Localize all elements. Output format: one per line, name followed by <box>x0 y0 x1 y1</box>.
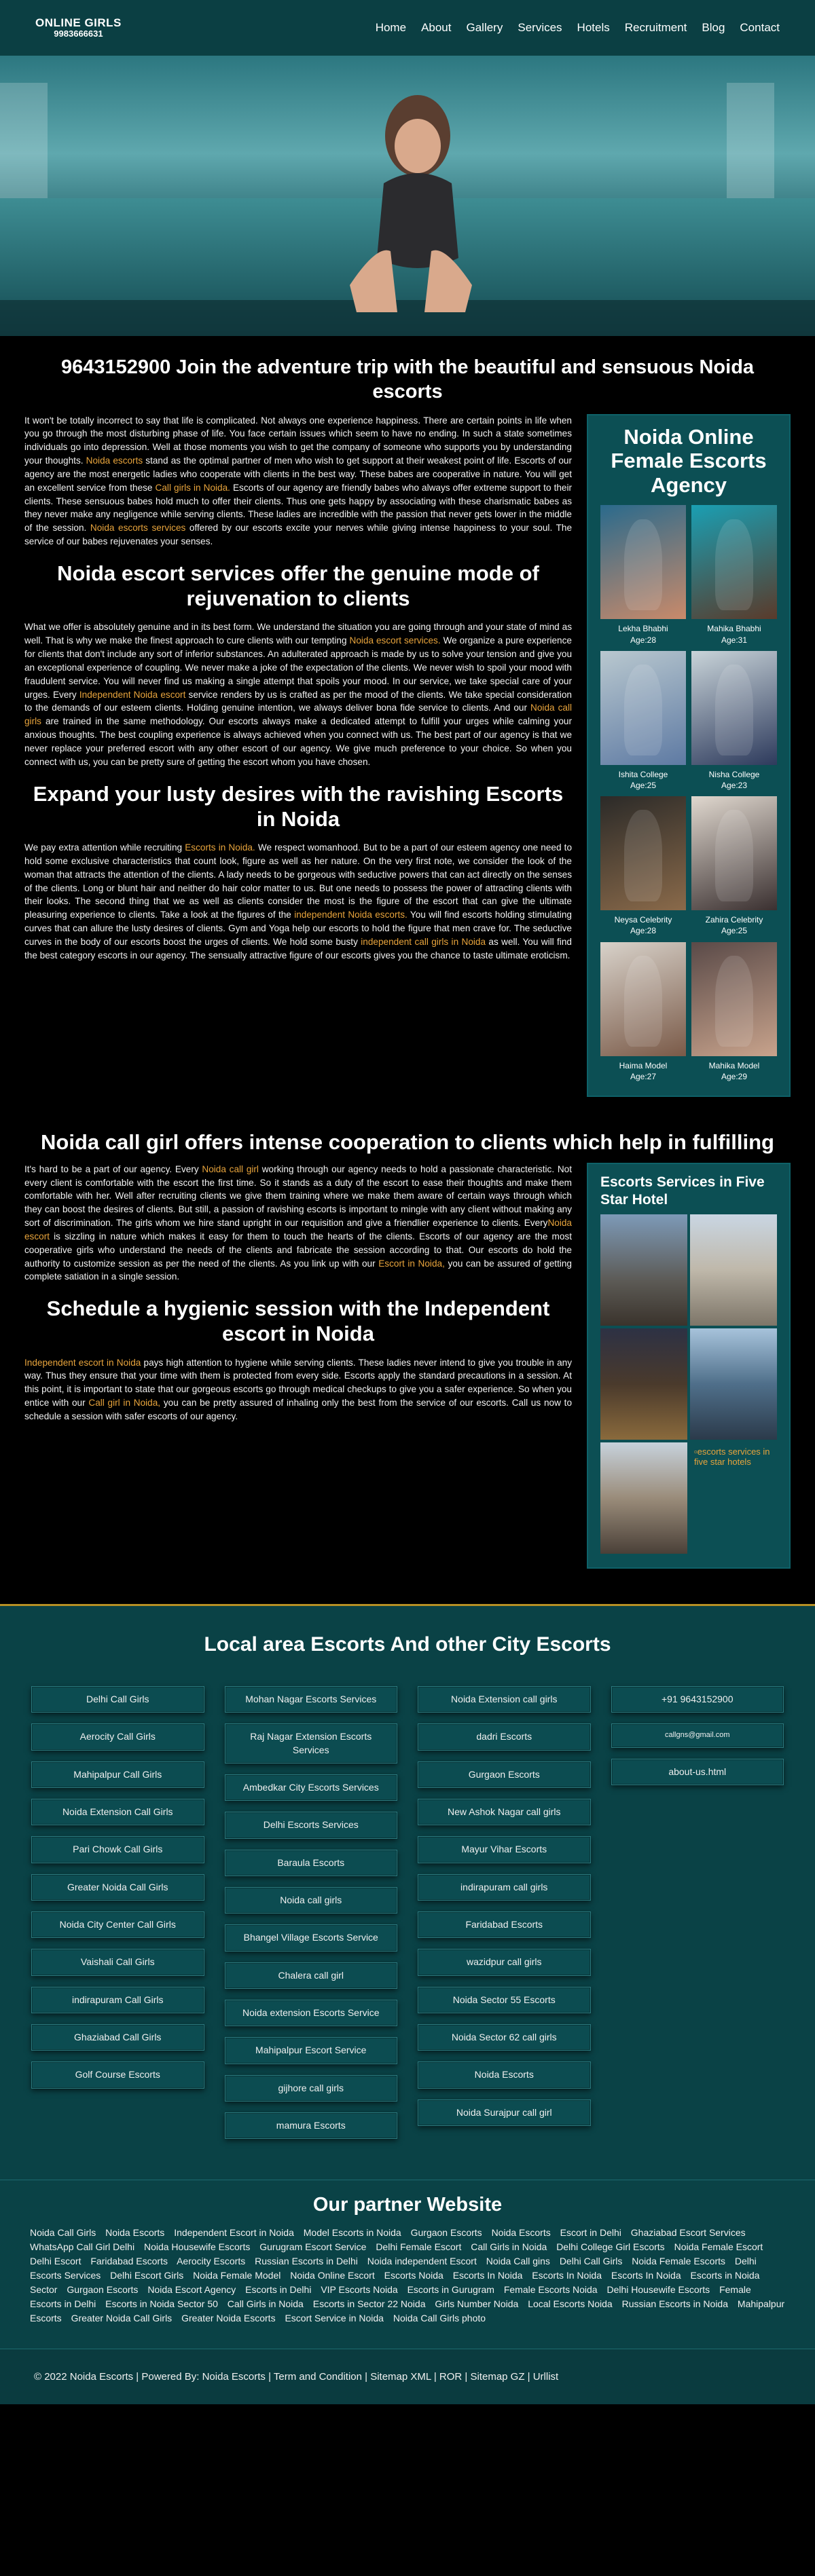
hotel-broken-image[interactable] <box>690 1442 777 1554</box>
hotels-title: Escorts Services in Five Star Hotel <box>600 1174 765 1208</box>
partner-link[interactable]: WhatsApp Call Girl Delhi <box>30 2241 135 2253</box>
text: offered by our escorts excite your nerves while giving intense happiness to your soul. The service of our babes rejuvenates your senses. <box>24 523 573 547</box>
section2-title: Noida escort services offer the genuine mode of rejuvenation to clients <box>57 561 539 611</box>
local-link-button[interactable]: Baraula Escorts <box>225 1850 398 1876</box>
partner-link[interactable]: Noida Female Escort <box>674 2241 763 2253</box>
local-link-button[interactable]: Gurgaon Escorts <box>418 1761 591 1788</box>
local-link-button[interactable]: Noida Sector 62 call girls <box>418 2024 591 2051</box>
link-noida-call-girl[interactable]: Noida call girl <box>202 1163 259 1174</box>
gallery-photo <box>600 942 686 1056</box>
text: pays high attention to hygiene while serving clients. These ladies never intend to give you trouble in any way. Thus they ensure that your time with them is protected from every side. Escorts apply the standard precautions in a session. At this point, it is important to state that our gorgeous escorts go through medical checkups to give you a safer experience. So when you entice with our <box>24 1357 572 1408</box>
gallery-title: Noida Online Female Escorts Agency <box>611 424 767 497</box>
local-link-button[interactable]: Ambedkar City Escorts Services <box>225 1774 398 1801</box>
hotel-photo[interactable] <box>600 1442 687 1554</box>
local-link-button[interactable]: Delhi Call Girls <box>31 1686 204 1713</box>
local-link-button[interactable]: Greater Noida Call Girls <box>31 1874 204 1901</box>
local-link-button[interactable]: wazidpur call girls <box>418 1949 591 1975</box>
partner-link[interactable]: Delhi Escort <box>30 2256 82 2267</box>
gallery-card[interactable] <box>691 651 777 791</box>
text: is sizzling in nature which makes it easy for them to touch the hearts of the clients. Escorts of our agency are the most cooperative girls who understand the needs of the clients and fabricate the session according to that. Our escorts do hold the authority to customize session as per the need of the clients. As you link up with our <box>24 1231 572 1269</box>
gallery-name: Zahira Celebrity <box>705 915 763 925</box>
nav-gallery[interactable]: Gallery <box>466 21 503 34</box>
partner-link[interactable]: VIP Escorts Noida <box>321 2284 398 2296</box>
local-link-button[interactable]: Faridabad Escorts <box>418 1911 591 1938</box>
local-area-section <box>0 1604 815 2180</box>
partner-link[interactable]: Delhi College Girl Escorts <box>556 2241 665 2253</box>
partner-link[interactable]: Russian Escorts in Noida <box>621 2298 729 2310</box>
partner-link[interactable]: Delhi Call Girls <box>559 2256 623 2267</box>
partner-link[interactable]: Escort in Delhi <box>560 2227 621 2239</box>
local-column-3 <box>418 1686 591 2139</box>
partner-link[interactable]: Noida Housewife Escorts <box>143 2241 251 2253</box>
hotel-alt-text: escorts services in five star hotels <box>694 1446 770 1468</box>
partner-link[interactable]: Ghaziabad Escort Services <box>630 2227 746 2239</box>
gallery-name: Mahika Bhabhi <box>707 624 761 634</box>
local-link-button[interactable]: Noida Extension call girls <box>418 1686 591 1713</box>
gallery-card[interactable] <box>600 796 686 936</box>
partner-link[interactable]: Gurgaon Escorts <box>67 2284 139 2296</box>
partner-link[interactable]: Delhi Housewife Escorts <box>606 2284 710 2296</box>
hotels-grid <box>600 1214 777 1554</box>
partner-link[interactable]: Noida Escorts <box>105 2227 165 2239</box>
partner-link[interactable]: Call Girls in Noida <box>471 2241 547 2253</box>
text: working through our agency needs to hold a passionate characteristic. Not every client is comfortable with the escort the first time. So it stands as a duty of the escort to ease their thoughts and make them comfortable with her. Well after recruiting clients we give them training where we make them aware of certain ways through which they can boost the desires of clients. But still, a passion of ravishing escorts is important to mingle with any client without making any sort of discrimination. The girls whom we hire stand upright in our requisition and give a friendlier experience to clients. Every <box>24 1163 572 1229</box>
partner-link[interactable]: Russian Escorts in Delhi <box>255 2256 358 2267</box>
partner-link[interactable]: Escorts in Noida Sector 50 <box>105 2298 218 2310</box>
gallery-photo <box>691 505 777 619</box>
main-nav <box>376 21 780 35</box>
local-link-button[interactable]: Vaishali Call Girls <box>31 1949 204 1975</box>
local-link-button[interactable]: Mahipalpur Call Girls <box>31 1761 204 1788</box>
text: Escorts of our agency are friendly babes who always offer extreme support to their clients. These sensuous babes hold much to offer their clients. Thus one gets happy by associating with these charismatic babes as they never make any negligence while serving clients. These ladies are incredible with the passion that never gets lower in the middle of the session. <box>24 482 573 534</box>
partner-link[interactable]: Escort Service in Noida <box>285 2313 384 2324</box>
sidebar-gallery <box>587 414 791 1097</box>
partner-links <box>30 2226 785 2326</box>
gallery-photo <box>600 505 686 619</box>
gallery-photo <box>691 796 777 910</box>
gallery-photo <box>691 651 777 765</box>
about-link-button[interactable]: about-us.html <box>611 1759 784 1785</box>
sidebar-hotels <box>587 1163 791 1569</box>
local-link-button[interactable]: Noida Sector 55 Escorts <box>418 1987 591 2013</box>
partner-link[interactable]: Noida Call gins <box>486 2256 550 2267</box>
nav-hotels[interactable]: Hotels <box>577 21 610 34</box>
hotel-photo[interactable] <box>690 1328 777 1440</box>
link-independent-noida-escort[interactable]: Independent Noida escort <box>79 689 186 700</box>
link-independent-escort-noida[interactable]: Independent escort in Noida <box>24 1357 141 1368</box>
gallery-grid <box>600 505 777 1082</box>
text: service renders by us is crafted as per the mood of the clients. We take special consideration to the demands of our esteem clients. Holding genuine intention, we always deliver bona fide service to clients. And our <box>24 689 572 713</box>
local-link-button[interactable]: mamura Escorts <box>225 2112 398 2139</box>
gallery-age: Age:25 <box>630 780 657 790</box>
phone-button[interactable]: +91 9643152900 <box>611 1686 784 1713</box>
local-link-button[interactable]: Noida Surajpur call girl <box>418 2099 591 2126</box>
local-link-button[interactable]: Bhangel Village Escorts Service <box>225 1924 398 1951</box>
gallery-name: Mahika Model <box>708 1060 760 1070</box>
text: We respect womanhood. But to be a part of our esteem agency one need to hold some exclusive characteristics that count look, figure as well as her nature. On the very first note, we consider the look of the woman that attracts the attention of the clients. A lady needs to be gorgeous with seductive powers that can act directly on the senses of the clients. Long or blunt hair and neither do hair color matter to us. But one needs to possess the power of attracting clients with their looks. The second thing that we as well as clients consider the most is the figure of the escort that can give the ultimate pleasuring experience to clients. Take a look at the figures of the <box>24 842 573 920</box>
local-link-button[interactable]: Golf Course Escorts <box>31 2061 204 2088</box>
partner-link[interactable]: Female Escorts in Delhi <box>30 2284 751 2310</box>
partner-link[interactable]: Noida Call Girls photo <box>393 2313 486 2324</box>
link-escort-in-noida[interactable]: Escort in Noida, <box>378 1258 445 1269</box>
link-call-girl-noida[interactable]: Call girl in Noida, <box>88 1398 161 1408</box>
section3-title: Expand your lusty desires with the ravishing Escorts in Noida <box>33 781 564 831</box>
text: stand as the optimal partner of men who wish to get support at their weakest point of life. Escorts of our agency are the most energetic ladies who cooperate with clients in the best way. These babes are cooperative in nature. You will get an excellent service from these <box>24 455 573 493</box>
partner-link[interactable]: Greater Noida Escorts <box>181 2313 276 2324</box>
partner-link[interactable]: Escorts Noida <box>384 2270 443 2281</box>
partner-link[interactable]: Escorts in Noida Sector <box>30 2270 760 2296</box>
link-escorts-in-noida[interactable]: Escorts in Noida. <box>185 842 255 853</box>
partner-link[interactable]: Noida Online Escort <box>290 2270 375 2281</box>
partner-link[interactable]: Delhi Escorts Services <box>30 2256 757 2281</box>
local-column-1 <box>31 1686 204 2139</box>
partner-link[interactable]: Faridabad Escorts <box>90 2256 168 2267</box>
text: We organize a pure experience for clients that don't include any sort of inferior substances. An adulterated approach is made by us to solve your tension and give you an exceptional experience of coupling. We never make a joke of the expectation of the clients. We never wish to spoil your mood with fraudulent service. You will never find us making a single attempt that spoils your mood. In our service, we take special care of your urges. Every <box>24 635 572 700</box>
gallery-card[interactable] <box>691 796 777 936</box>
local-link-button[interactable]: Mayur Vihar Escorts <box>418 1836 591 1863</box>
gallery-name: Ishita College <box>618 769 668 779</box>
nav-about[interactable]: About <box>421 21 452 34</box>
hero-banner <box>0 56 815 336</box>
hotel-photo[interactable] <box>600 1214 687 1326</box>
local-grid <box>0 1686 815 2139</box>
partner-link[interactable]: Escorts In Noida <box>611 2270 681 2281</box>
local-title: Local area Escorts And other City Escorts <box>204 1633 611 1656</box>
link-call-girls-noida[interactable]: Call girls in Noida. <box>155 482 230 493</box>
gallery-age: Age:27 <box>630 1071 657 1081</box>
partner-section <box>0 2180 815 2349</box>
gallery-card[interactable] <box>600 505 686 645</box>
local-link-button[interactable]: gijhore call girls <box>225 2075 398 2102</box>
nav-home[interactable]: Home <box>375 21 407 34</box>
partner-link[interactable]: Noida independent Escort <box>367 2256 477 2267</box>
content-row-1 <box>0 414 815 1097</box>
brand-logo[interactable] <box>35 17 122 39</box>
local-link-button[interactable]: dadri Escorts <box>418 1723 591 1750</box>
partner-link[interactable]: Noida Female Model <box>193 2270 281 2281</box>
footer-text: © 2022 Noida Escorts | Powered By: Noida Escorts | Term and Condition | Sitemap XML | ROR | Sitemap GZ | Urllist <box>34 2371 559 2383</box>
partner-link[interactable]: Noida Escort Agency <box>147 2284 236 2296</box>
main-column-1 <box>24 414 572 1097</box>
broken-image-icon: ▫ <box>694 1446 698 1457</box>
content-row-2 <box>0 1163 815 1605</box>
partner-link[interactable]: Girls Number Noida <box>435 2298 519 2310</box>
partner-link[interactable]: Escorts In Noida <box>452 2270 523 2281</box>
section5-paragraph <box>24 1356 572 1423</box>
partner-link[interactable]: Gurugram Escort Service <box>259 2241 367 2253</box>
local-link-button[interactable]: Chalera call girl <box>225 1962 398 1989</box>
partner-link[interactable]: Aerocity Escorts <box>177 2256 246 2267</box>
partner-link[interactable]: Noida Call Girls <box>30 2227 96 2239</box>
hero-model-image <box>309 81 513 326</box>
local-link-button[interactable]: indirapuram Call Girls <box>31 1987 204 2013</box>
gallery-card[interactable] <box>600 651 686 791</box>
partner-link[interactable]: Model Escorts in Noida <box>303 2227 401 2239</box>
gallery-photo <box>600 796 686 910</box>
link-independent-noida-escorts[interactable]: independent Noida escorts. <box>294 910 408 920</box>
local-link-button[interactable]: New Ashok Nagar call girls <box>418 1799 591 1825</box>
partner-link[interactable]: Gurgaon Escorts <box>410 2227 482 2239</box>
hotels-box <box>587 1163 791 1569</box>
text: We pay extra attention while recruiting <box>24 842 185 853</box>
gallery-age: Age:25 <box>721 926 748 936</box>
partner-link[interactable]: Noida Escorts <box>491 2227 551 2239</box>
link-noida-escorts[interactable]: Noida escorts <box>86 455 143 466</box>
site-header <box>0 0 815 56</box>
partner-link[interactable]: Local Escorts Noida <box>528 2298 613 2310</box>
local-link-button[interactable]: Noida extension Escorts Service <box>225 2000 398 2026</box>
intro-paragraph <box>24 414 572 548</box>
intro-title: 9643152900 Join the adventure trip with the beautiful and sensuous Noida escorts <box>60 356 755 403</box>
local-link-button[interactable]: Noida Extension Call Girls <box>31 1799 204 1825</box>
text: It's hard to be a part of our agency. Every <box>24 1163 202 1174</box>
link-noida-escort-services[interactable]: Noida escort services. <box>349 635 441 646</box>
partner-link[interactable]: Mahipalpur Escorts <box>30 2298 785 2324</box>
local-link-button[interactable]: Aerocity Call Girls <box>31 1723 204 1750</box>
site-footer <box>0 2349 815 2404</box>
link-independent-call-girls-noida[interactable]: independent call girls in Noida <box>361 936 486 947</box>
partner-link[interactable]: Call Girls in Noida <box>227 2298 304 2310</box>
gallery-name: Lekha Bhabhi <box>618 624 668 634</box>
partner-link[interactable]: Escorts in Sector 22 Noida <box>312 2298 426 2310</box>
text: What we offer is absolutely genuine and in its best form. We understand the situation you are going through and your state of mind as well. That is why we make the finest approach to cure clients with our tempting <box>24 622 572 646</box>
gallery-name: Neysa Celebrity <box>614 915 672 925</box>
brand-name: ONLINE GIRLS <box>35 16 122 29</box>
gallery-card[interactable] <box>691 505 777 645</box>
gallery-name: Haima Model <box>619 1060 668 1070</box>
local-link-button[interactable]: indirapuram call girls <box>418 1874 591 1901</box>
gallery-card[interactable] <box>691 942 777 1082</box>
local-link-button[interactable]: Pari Chowk Call Girls <box>31 1836 204 1863</box>
partner-link[interactable]: Escorts In Noida <box>532 2270 602 2281</box>
gallery-photo <box>600 651 686 765</box>
local-link-button[interactable]: Noida call girls <box>225 1887 398 1914</box>
partner-link[interactable]: Delhi Female Escort <box>376 2241 462 2253</box>
local-link-button[interactable]: Noida City Center Call Girls <box>31 1911 204 1938</box>
link-noida-escort[interactable]: Noida escort <box>24 1218 572 1242</box>
partner-link[interactable]: Escorts in Delhi <box>245 2284 312 2296</box>
link-noida-call-girls[interactable]: Noida call girls <box>24 703 572 727</box>
partner-link[interactable]: Escorts in Gurugram <box>407 2284 494 2296</box>
text: are trained in the same methodology. Our escorts always make a dedicated attempt to fulfill your urges while calming your anxious thoughts. The best coupling experience is always achieved when you connect with us. The best part of our agency is that we never replace your preferred escort with any other escort of our agency. We give much preference to your choice. So when you connect with us, you can be pretty sure of getting the escort whom you have chosen. <box>24 716 572 767</box>
nav-services[interactable]: Services <box>518 21 562 34</box>
nav-contact[interactable]: Contact <box>740 21 780 34</box>
main-column-2 <box>24 1163 572 1569</box>
gallery-age: Age:31 <box>721 635 748 645</box>
text: you can be assured of getting complete satiation in a single session. <box>24 1258 572 1282</box>
local-link-button[interactable]: Mahipalpur Escort Service <box>225 2037 398 2064</box>
text: It won't be totally incorrect to say that life is complicated. Not always one experience happiness. There are certain points in life when you go through the most disturbing phase of life. You face certain issues which seem to have no ending. In such a state sometimes individuals go into depression. Well at those moments you wish to get the company of someone who supports you by understanding your thoughts. <box>24 415 572 466</box>
hotel-photo[interactable] <box>690 1214 777 1326</box>
local-column-2 <box>225 1686 398 2139</box>
partner-link[interactable]: Delhi Escort Girls <box>110 2270 184 2281</box>
gallery-name: Nisha College <box>708 769 760 779</box>
partner-link[interactable]: Independent Escort in Noida <box>174 2227 294 2239</box>
partner-link[interactable]: Greater Noida Call Girls <box>71 2313 173 2324</box>
nav-blog[interactable]: Blog <box>702 21 725 34</box>
gallery-card[interactable] <box>600 942 686 1082</box>
partner-link[interactable]: Noida Female Escorts <box>632 2256 725 2267</box>
partner-link[interactable]: Female Escorts Noida <box>503 2284 598 2296</box>
brand-phone: 9983666631 <box>54 29 103 39</box>
gallery-age: Age:28 <box>630 926 657 936</box>
gallery-box <box>587 414 791 1097</box>
local-link-button[interactable]: Mohan Nagar Escorts Services <box>225 1686 398 1713</box>
section4-paragraph <box>24 1163 572 1284</box>
section3-paragraph <box>24 841 572 963</box>
text: you can be pretty assured of inhaling only the best from the service of our escorts. Call us now to schedule a session with safer escorts of our agency. <box>24 1398 573 1422</box>
hotel-photo[interactable] <box>600 1328 687 1440</box>
partner-title: Our partner Website <box>312 2194 503 2216</box>
email-button[interactable]: callgns@gmail.com <box>611 1723 784 1747</box>
section2-paragraph <box>24 620 572 768</box>
gallery-photo <box>691 942 777 1056</box>
local-link-button[interactable]: Noida Escorts <box>418 2061 591 2088</box>
section5-title: Schedule a hygienic session with the Independent escort in Noida <box>46 1296 550 1346</box>
gallery-age: Age:28 <box>630 635 657 645</box>
gallery-age: Age:29 <box>721 1071 748 1081</box>
section4-title: Noida call girl offers intense cooperation to clients which help in fulfilling <box>41 1130 774 1154</box>
gallery-age: Age:23 <box>721 780 748 790</box>
nav-recruitment[interactable]: Recruitment <box>624 21 687 34</box>
local-link-button[interactable]: Delhi Escorts Services <box>225 1812 398 1838</box>
link-noida-escorts-services[interactable]: Noida escorts services <box>90 523 186 534</box>
text: You will find escorts holding stimulating curves that can allure the lusty desires of clients. Gym and Yoga help our escorts to hold the figure that men crave for. The seductive curves in the body of our escorts boost the urges of clients. We hold some busty <box>24 910 572 947</box>
local-column-contact <box>611 1686 784 2139</box>
local-link-button[interactable]: Raj Nagar Extension Escorts Services <box>225 1723 398 1763</box>
local-link-button[interactable]: Ghaziabad Call Girls <box>31 2024 204 2051</box>
text: as well. You will find the best category escorts in our agency. The sensually attractive figure of our escorts gives you the chance to taste ultimate eroticism. <box>24 936 572 960</box>
